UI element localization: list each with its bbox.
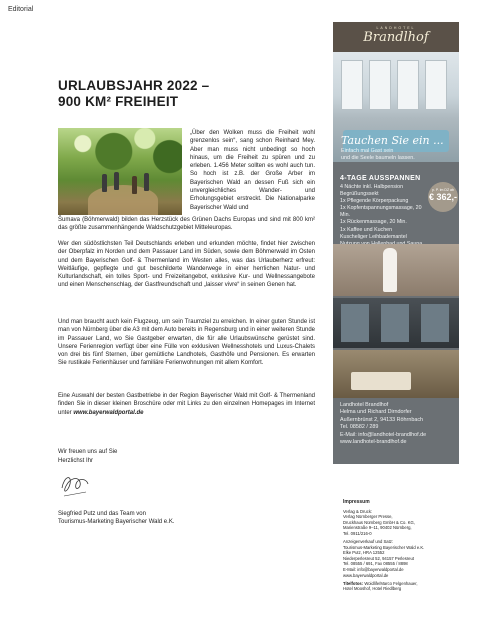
imprint-heading: Anzeigenverkauf und Satz: (343, 539, 394, 545)
signoff-line-2: Herzlichst Ihr (58, 457, 94, 464)
imprint-line: Marienstraße 9–11, 90402 Nürnberg, (343, 525, 412, 531)
window-pane (341, 304, 369, 342)
photo-credits-text: Woidlife/Marco Felgenhauer, (363, 580, 418, 586)
intro-column-text: „Über den Wolken muss die Freiheit wohl grenzenlos sein“, sang schon Reinhard Mey. Aber man muss nicht unbedingt so hoch hinaus, um die Freiheit zu spüren und zu erleben. 1.456 Meter sollten es wohl auch tun. So hoch ist z.B. der Große Arber im Bayerischen Wald an dessen Fuß sich ein unvergleichliches Wander- und Erholungsgebiet erstreckt. Die Nationalparke Bayerischer Wald und (190, 130, 315, 211)
body-paragraph-4 (58, 392, 315, 417)
imprint-sales (343, 539, 461, 578)
hiker-figure (132, 176, 137, 194)
bed-shape (351, 372, 411, 390)
photo-credits-label: Titelfotos: (343, 580, 364, 586)
imprint-email[interactable]: E-Mail: info@bayerwaldportal.de (343, 567, 404, 573)
window-pane (397, 60, 419, 110)
imprint-line: Druckhaus Nürnberg GmbH & Co. KG, (343, 519, 415, 525)
imprint-title: Impressum (343, 499, 370, 505)
imprint-line: Tel. 08555 / 691, Fax 08555 / 8898 (343, 561, 408, 567)
imprint-line: Elke Putz, HRA 12552 (343, 550, 385, 556)
offer-list (340, 184, 430, 248)
body-paragraph-2: Wer den südöstlichsten Teil Deutschlands erleben und erkunden möchte, findet hier zwischen der Oberpfalz im Norden und dem Passauer Land im Süden, sowie dem Böhmerwald im Osten und dem Bayerischen Golf- & Thermenland im Westen alles, was das Urlauberherz erfreut: Weitläufige, gepflegte und gut beschilderte Wanderwege in einer herrlichen Natur- und Kulturlandschaft, ein tolles Sport- und Freizeitangebot, exklusive Kur- und Wellnessangebote und einen Menschenschlag, der Gastfreundschaft und „laisser vivre“ in seinen Genen hat. (58, 241, 315, 289)
imprint-line: Tourismus-Marketing Bayerischer Wald e.K. (343, 544, 425, 550)
imprint-line: Tel. 0911/216-0 (343, 530, 372, 536)
window-pane (341, 60, 363, 110)
bathrobe-photo (333, 244, 459, 296)
title-line-2: 900 KM² FREIHEIT (58, 94, 179, 109)
lounge-photo (333, 298, 459, 348)
ad-logo: Brandlhof (363, 30, 429, 45)
price-from-label: p. P. im DZ ab (432, 188, 454, 192)
tagline-line-2: und die Seele baumeln lassen. (341, 155, 415, 161)
address-website[interactable]: www.landhotel-brandlhof.de (340, 439, 407, 446)
imprint (343, 500, 461, 594)
hotel-advertisement (333, 22, 459, 464)
bathrobe-figure (383, 248, 397, 292)
signoff-line-1: Wir freuen uns auf Sie (58, 449, 118, 455)
imprint-photo-credits (343, 581, 461, 592)
handwritten-signature (58, 470, 92, 500)
price-badge (428, 182, 458, 212)
signature-line-2: Tourismus-Marketing Bayerischer Wald e.K. (58, 519, 175, 525)
address-email[interactable]: E-Mail: info@landhotel-brandlhof.de (340, 431, 427, 438)
forest-foliage (58, 128, 182, 180)
ad-logo-small: LANDHOTEL (376, 26, 416, 30)
window-pane (369, 60, 391, 110)
offer-item: Begrüßungssekt (340, 191, 379, 198)
offer-item: 1x Pflegende Körperpackung (340, 198, 409, 205)
offer-title: 4-TAGE AUSSPANNEN (340, 175, 421, 182)
window-pane (425, 60, 447, 110)
address-line: Landhotel Brandlhof (340, 402, 389, 408)
hotel-address (340, 402, 426, 446)
section-label: Editorial (8, 6, 34, 13)
offer-item: Kuscheliger Leihbademantel (340, 233, 407, 240)
photo-credits-text: Hotel Mooshof, Hotel Riedlberg (343, 586, 402, 592)
offer-item: 1x Kaffee und Kuchen (340, 226, 393, 233)
signoff (58, 448, 117, 465)
ad-header (333, 22, 459, 52)
offer-item: 1x Rückenmassage, 20 Min. (340, 219, 407, 226)
offer-item: 1x Kopfentspannungsmassage, 20 Min. (340, 205, 422, 219)
hiker-figure (114, 172, 119, 190)
price-amount: € 362,- (428, 192, 458, 202)
address-line: Tel. 08582 / 289 (340, 424, 379, 431)
hiking-photo (58, 128, 182, 215)
imprint-heading: Verlag & Druck: (343, 508, 373, 514)
hotel-room-photo (333, 350, 459, 398)
window-pane (381, 304, 409, 342)
intro-continued-text: Šumava (Böhmerwald) bilden das Herzstück des Grünen Dachs Europas und sind mit 800 km² das größte zusammenhängende Waldschutzgebiet Mitteleuropas. (58, 217, 315, 232)
signature-line-1: Siegfried Putz und das Team von (58, 511, 146, 517)
window-pane (421, 304, 449, 342)
hiker-figure (102, 174, 107, 192)
address-line: Außernbrünst 2, 94133 Röhrnbach (340, 416, 424, 423)
paragraph-4-text: Eine Auswahl der besten Gastbetriebe in der Region Bayerischer Wald mit Golf- & Thermenland finden Sie in dieser kleinen Broschüre oder mit Links zu den einzelnen Homepages im Internet unter (58, 393, 315, 416)
hiker-figure (144, 173, 149, 191)
title-line-1: URLAUBSJAHR 2022 – (58, 78, 210, 93)
website-link[interactable]: www.bayerwaldportal.de (73, 409, 144, 416)
tagline-line-1: Einfach mal Gast sein (341, 148, 394, 154)
ad-tagline (341, 148, 415, 162)
ad-script-heading: Tauchen Sie ein ... (341, 134, 444, 147)
imprint-line: Verlag Nürnberger Presse, (343, 514, 393, 520)
address-line: Helma und Richard Dirndorfer (340, 409, 412, 416)
signature-names (58, 510, 174, 526)
page-title (58, 78, 228, 110)
imprint-line: Niederperlesreut 52, 94157 Perlesreut (343, 555, 414, 561)
body-paragraph-3: Und man braucht auch kein Flugzeug, um sein Traumziel zu erreichen. In einer guten Stunde ist man von Nürnberg über die A3 mit dem Auto bereits in Regensburg und in einer weiteren Stunde im Passauer Land, wo Sie Gastgeber erwarten, die für alle Urlaubswünsche gerüstet sind. Unsere Ferienregion verfügt über eine Fülle von exklusiven Wellnesshotels und Luxus-Chalets von drei bis fünf Sternen, über gemütliche Landhotels, Gasthöfe und Pensionen. Es erwarten Sie rustikale Ferienhäuser und familiäre Ferienwohnungen mit allem Komfort. (58, 319, 315, 367)
imprint-publisher (343, 509, 461, 537)
imprint-website[interactable]: www.bayerwaldportal.de (343, 572, 389, 578)
offer-item: 4 Nächte inkl. Halbpension (340, 184, 404, 190)
